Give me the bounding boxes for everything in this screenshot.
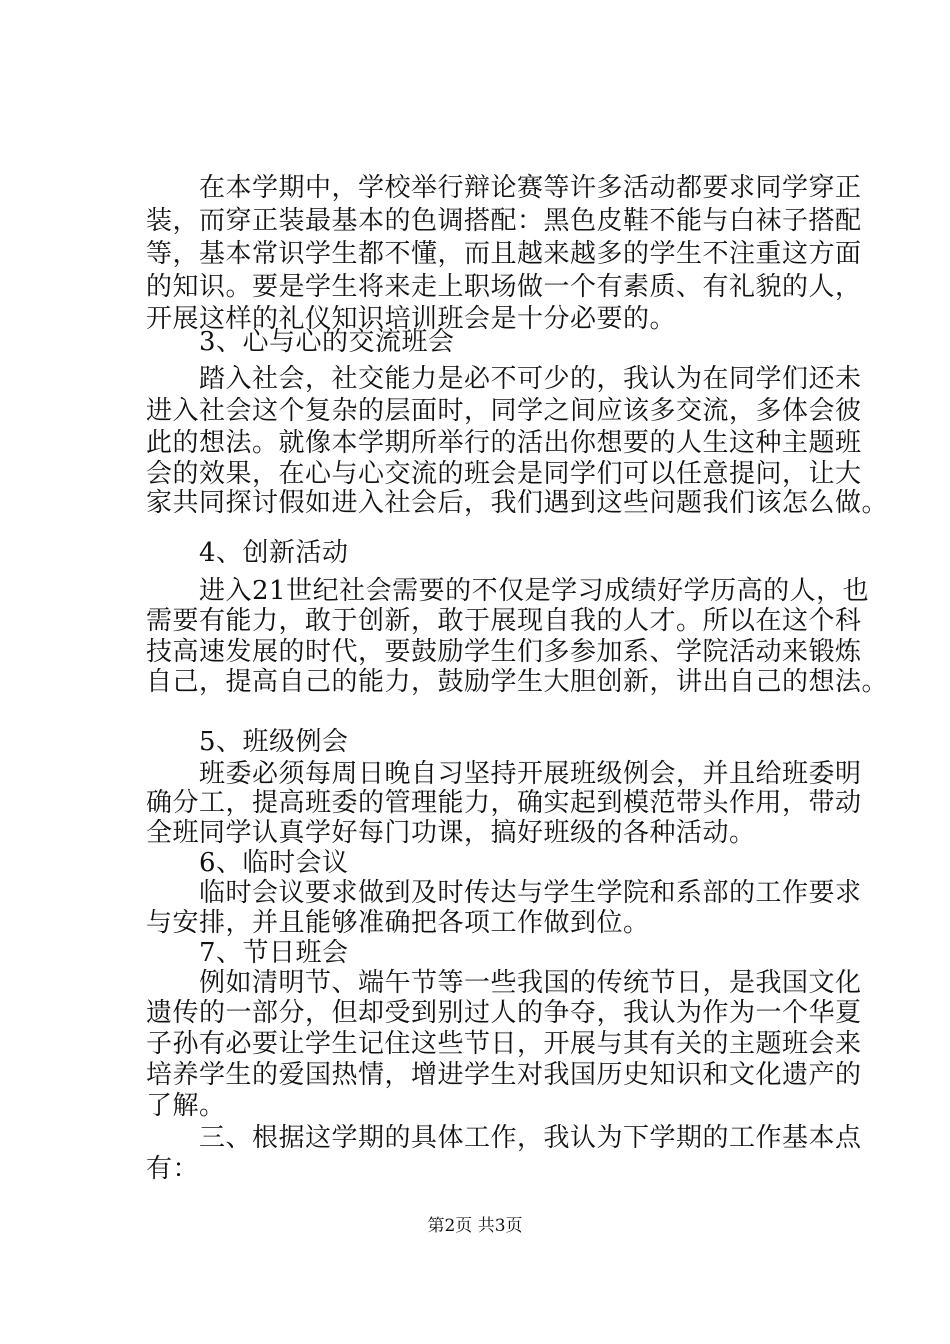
- body-text-line: 在本学期中，学校举行辩论赛等许多活动都要求同学穿正: [146, 173, 862, 203]
- body-text-line: 自己，提高自己的能力，鼓励学生大胆创新，讲出自己的想法。: [146, 667, 889, 697]
- body-text-line: 踏入社会，社交能力是必不可少的，我认为在同学们还未: [146, 364, 862, 394]
- section-heading: 4、创新活动: [146, 538, 349, 568]
- section-heading: 6、临时会议: [146, 848, 349, 878]
- body-text-line: 与安排，并且能够准确把各项工作做到位。: [146, 908, 650, 938]
- body-text-line: 培养学生的爱国热情，增进学生对我国历史知识和文化遗产的: [146, 1060, 862, 1090]
- body-text-line: 装，而穿正装最基本的色调搭配：黑色皮鞋不能与白袜子搭配: [146, 206, 862, 236]
- body-text-line: 的知识。要是学生将来走上职场做一个有素质、有礼貌的人，: [146, 272, 862, 302]
- body-text-line: 确分工，提高班委的管理能力，确实起到模范带头作用，带动: [146, 788, 862, 818]
- body-text-line: 例如清明节、端午节等一些我国的传统节日，是我国文化: [146, 968, 862, 998]
- body-text-line: 技高速发展的时代，要鼓励学生们多参加系、学院活动来锻炼: [146, 637, 862, 667]
- body-text-line: 此的想法。就像本学期所举行的活出你想要的人生这种主题班: [146, 428, 862, 458]
- body-text-line: 三、根据这学期的具体工作，我认为下学期的工作基本点: [146, 1123, 862, 1153]
- section-heading: 5、班级例会: [146, 727, 349, 757]
- body-text-line: 临时会议要求做到及时传达与学生学院和系部的工作要求: [146, 878, 862, 908]
- body-text-line: 遗传的一部分，但却受到别过人的争夺，我认为作为一个华夏: [146, 998, 862, 1028]
- section-heading: 3、心与心的交流班会: [146, 327, 455, 357]
- body-text-line: 了解。: [146, 1091, 226, 1121]
- body-text-line: 进入社会这个复杂的层面时，同学之间应该多交流，多体会彼: [146, 396, 862, 426]
- body-text-line: 班委必须每周日晚自习坚持开展班级例会，并且给班委明: [146, 759, 862, 789]
- body-text-line: 等，基本常识学生都不懂，而且越来越多的学生不注重这方面: [146, 239, 862, 269]
- body-text-line: 开展这样的礼仪知识培训班会是十分必要的。: [146, 304, 677, 334]
- body-text-line: 进入21世纪社会需要的不仅是学习成绩好学历高的人，也: [146, 576, 870, 606]
- section-heading: 7、节日班会: [146, 938, 349, 968]
- body-text-line: 需要有能力，敢于创新，敢于展现自我的人才。所以在这个科: [146, 606, 862, 636]
- body-text-line: 全班同学认真学好每门功课，搞好班级的各种活动。: [146, 818, 756, 848]
- body-text-line: 会的效果，在心与心交流的班会是同学们可以任意提问，让大: [146, 459, 862, 489]
- body-text-line: 有：: [146, 1154, 200, 1184]
- body-text-line: 子孙有必要让学生记住这些节日，开展与其有关的主题班会来: [146, 1029, 862, 1059]
- page-number-footer: 第2页 共3页: [427, 1216, 523, 1236]
- body-text-line: 家共同探讨假如进入社会后，我们遇到这些问题我们该怎么做。: [146, 488, 889, 518]
